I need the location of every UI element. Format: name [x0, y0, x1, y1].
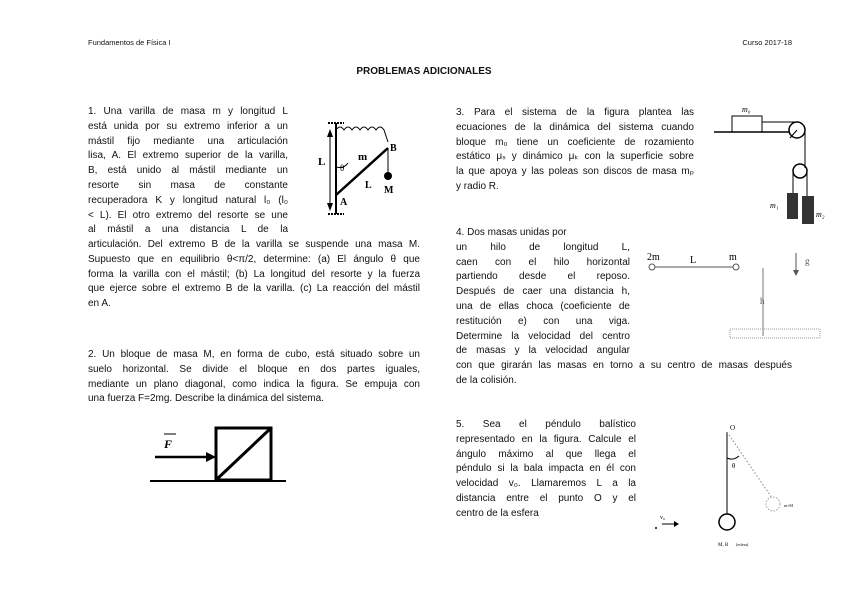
- text-line: y radio R.: [456, 180, 499, 192]
- label-B: B: [390, 143, 397, 154]
- text-line: lisa, A. El extremo superior de la varilla,: [88, 150, 288, 162]
- text-line: velocidad v₀. Llamaremos L a la: [456, 478, 636, 490]
- text-line: < L). El otro extremo del resorte se une: [88, 209, 288, 221]
- course-name: Fundamentos de Física I: [88, 38, 171, 47]
- text-line: de masas y la velocidad angular: [456, 345, 630, 357]
- problem-1-text-wide: [88, 238, 420, 312]
- text-line: estático μₛ y dinámico μₖ con la superficie sobre: [456, 151, 694, 163]
- text-line: B, está unido al mástil mediante un: [88, 165, 288, 177]
- text-line: de la colisión.: [456, 374, 517, 386]
- label-v0: v₀: [660, 515, 666, 521]
- label-L: L: [318, 156, 326, 168]
- text-line: la que apoya y las poleas son discos de masa mₚ: [456, 166, 694, 178]
- ballistic-pendulum-figure: [650, 418, 810, 553]
- text-line: mástil fijo mediante una articulación: [88, 135, 288, 147]
- label-m: m: [358, 151, 368, 163]
- problem-3-text: [456, 106, 694, 195]
- label-h: h: [760, 296, 765, 306]
- text-line: está unida por su extremo inferior a un: [88, 120, 288, 132]
- text-line: 4. Dos masas unidas por: [456, 227, 567, 238]
- label-L: L: [690, 255, 697, 266]
- label-theta: θ: [340, 163, 345, 173]
- text-line: ecuaciones de la dinámica del sistema cuando: [456, 121, 694, 133]
- text-line: 2. Un bloque de masa M, en forma de cubo, está situado sobre un: [88, 349, 420, 360]
- text-line: péndulo si la bala impacta en él con: [456, 463, 636, 475]
- falling-masses-figure: [645, 248, 825, 348]
- problem-1-text-narrow: [88, 105, 288, 238]
- text-line: representado en la figura. Calcule el: [456, 433, 636, 445]
- text-line: suelo horizontal. Se divide el bloque en dos partes iguales,: [88, 363, 420, 375]
- text-line: Determine la velocidad del centro: [456, 330, 630, 342]
- text-line: bloque m₀ tiene un coeficiente de rozamiento: [456, 136, 694, 148]
- rod-mast-figure: [310, 115, 410, 220]
- label-m1: m₁: [770, 201, 779, 210]
- text-line: 1. Una varilla de masa m y longitud L: [88, 106, 288, 117]
- problem-2-text: [88, 348, 420, 407]
- course-year: Curso 2017-18: [742, 38, 792, 47]
- text-line: Supuesto que en equilibrio θ<π/2, determine: (a) El ángulo θ que: [88, 253, 420, 265]
- problem-4-text-narrow: [456, 226, 630, 359]
- label-F: F: [164, 437, 173, 451]
- label-MR-note: (esfera): [736, 542, 749, 547]
- text-line: articulación. Del extremo B de la varilla se suspende una masa M.: [88, 239, 420, 250]
- label-m0: m₀: [742, 105, 751, 114]
- text-line: 3. Para el sistema de la figura plantea las: [456, 107, 694, 118]
- text-line: un hilo de longitud L,: [456, 241, 630, 253]
- label-g: g: [805, 256, 810, 266]
- label-m2: m₂: [816, 210, 825, 219]
- text-line: Después de caer una distancia h,: [456, 286, 630, 298]
- text-line: en A.: [88, 298, 111, 310]
- text-line: restitución e) con una viga.: [456, 315, 630, 327]
- text-line: al mástil a una distancia L de la: [88, 224, 288, 236]
- text-line: con que girarán las masas en torno a su centro de masas después: [456, 360, 792, 371]
- problem-5-text: [456, 418, 636, 522]
- text-line: que ejerce sobre el extremo B de la varilla. (c) La reacción del mástil: [88, 283, 420, 295]
- text-line: una de ellas choca (coeficiente de: [456, 300, 630, 312]
- label-2m: 2m: [647, 252, 660, 263]
- text-line: forma la varilla con el mástil; (b) La longitud del resorte y la fuerza: [88, 268, 420, 280]
- text-line: caen con el hilo horizontal: [456, 256, 630, 268]
- text-line: centro de la esfera: [456, 507, 539, 519]
- text-line: una fuerza F=2mg. Describe la dinámica del sistema.: [88, 393, 324, 405]
- split-cube-figure: [150, 420, 290, 485]
- text-line: distancia entre el punto O y el: [456, 492, 636, 504]
- label-MR: M, R: [718, 543, 729, 548]
- label-O: O: [730, 424, 736, 432]
- text-line: partiendo desde el reposo.: [456, 271, 630, 283]
- page-title: PROBLEMAS ADICIONALES: [356, 66, 492, 77]
- label-L-rod: L: [365, 180, 372, 191]
- label-theta: θ: [732, 462, 736, 470]
- text-line: resorte sin masa de constante: [88, 179, 288, 191]
- text-line: ángulo máximo al que llega el: [456, 448, 636, 460]
- text-line: recuperadora K y longitud natural l₀ (l₀: [88, 194, 288, 206]
- text-line: mediante un plano diagonal, como indica la figura. Se empuja con: [88, 378, 420, 390]
- label-m: m: [729, 252, 737, 263]
- label-M: M: [384, 185, 394, 196]
- label-A: A: [340, 197, 348, 208]
- problem-4-text-wide: [456, 359, 792, 389]
- text-line: 5. Sea el péndulo balístico: [456, 419, 636, 430]
- pulley-system-figure: [712, 102, 832, 222]
- label-mM: m+M: [784, 503, 793, 508]
